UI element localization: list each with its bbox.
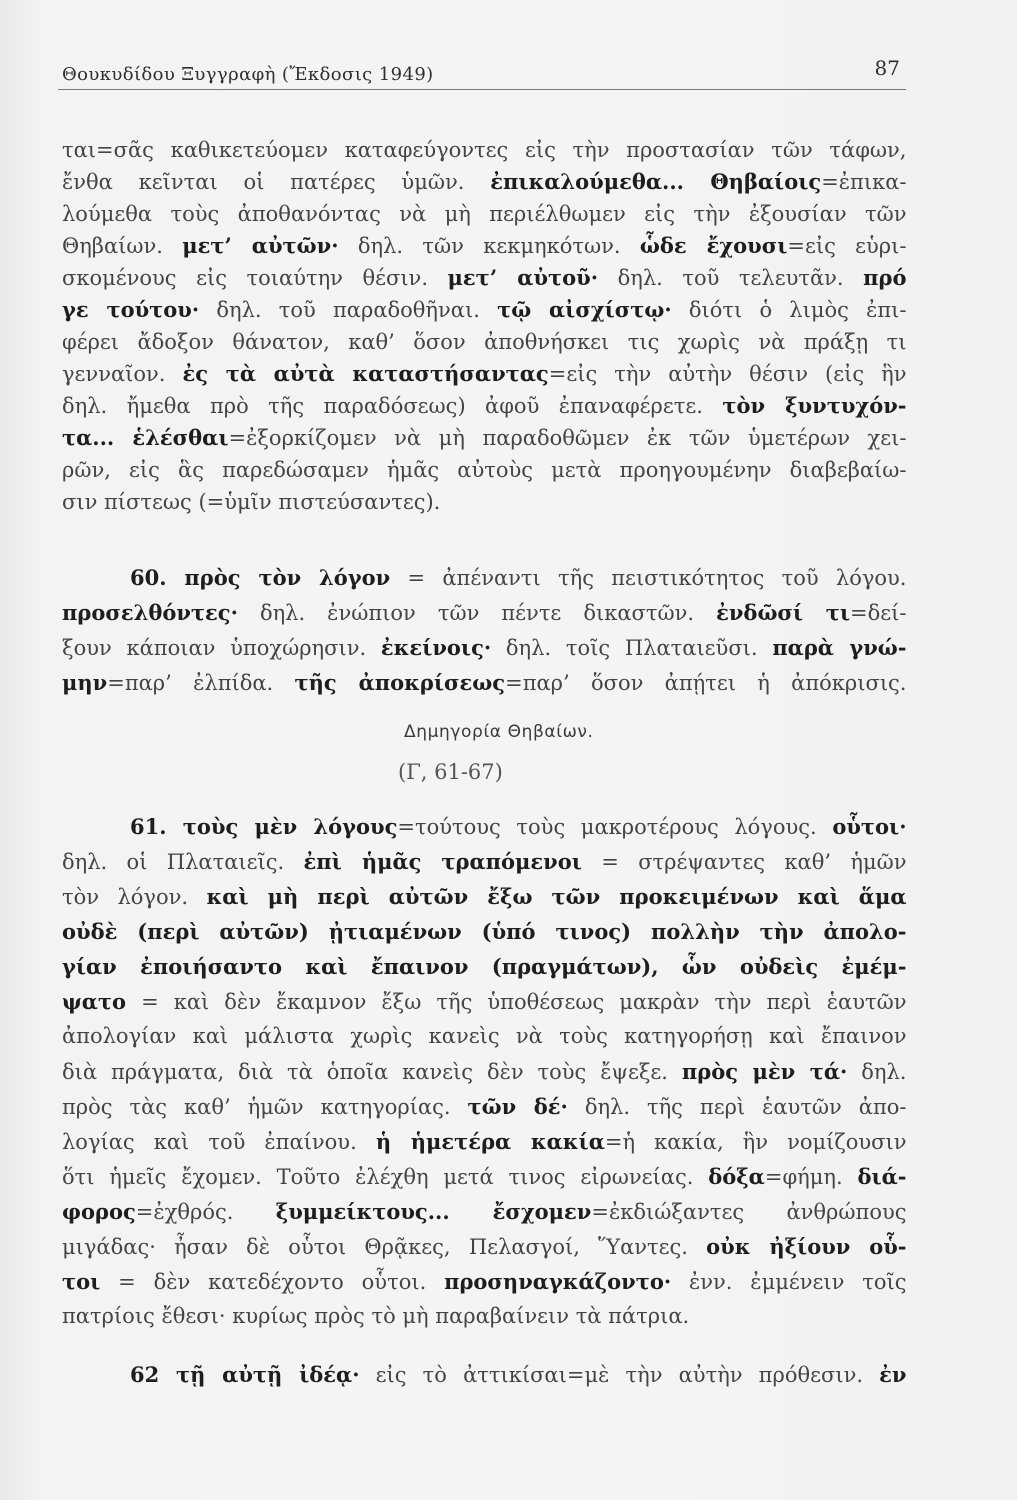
lemma-term: 60. πρὸς τὸν λόγον xyxy=(130,565,391,590)
gloss-text: δηλ. ἐνώπιον τῶν πέντε δικαστῶν. xyxy=(237,601,717,625)
gloss-text: = καὶ δὲν ἔκαμνον ἔξω τῆς ὑποθέσεως μακρὰν τὴν περὶ ἑαυτῶν xyxy=(126,990,907,1014)
gloss-text: ἀπολογίαν καὶ μάλιστα χωρὶς κανεὶς νὰ τοὺς κατηγορήσῃ καὶ ἔπαινον xyxy=(62,1024,907,1048)
lemma-term: οὐδὲ (περὶ αὐτῶν) ᾐτιαμένων (ὑπό τινος) πολλὴν τὴν ἀπολο- xyxy=(62,919,907,944)
lemma-term: ἐς τὰ αὐτὰ καταστήσαντας xyxy=(182,361,549,386)
lemma-term: ψατο xyxy=(62,989,127,1014)
lemma-term: παρὰ γνώ- xyxy=(772,635,907,660)
lemma-term: τῷ αἰσχίστῳ· xyxy=(497,297,672,322)
text-line xyxy=(62,1054,907,1089)
gloss-text: δηλ. τῶν κεκμηκότων. xyxy=(338,234,640,258)
page-number: 87 xyxy=(874,56,900,80)
text-line-content xyxy=(62,454,907,486)
gloss-text: =ἐξορκίζομεν νὰ μὴ παραδοθῶμεν ἐκ τῶν ὑμετέρων χει- xyxy=(228,426,907,450)
gloss-text: =ἐχθρός. xyxy=(135,1200,276,1224)
gloss-text: =τούτους τοὺς μακροτέρους λόγους. xyxy=(397,815,833,839)
text-line-content xyxy=(62,198,907,230)
gloss-text: σιν πίστεως (=ὑμῖν πιστεύσαντες). xyxy=(62,490,441,514)
gloss-text: διότι ὁ λιμὸς ἐπι- xyxy=(671,298,907,322)
text-line xyxy=(62,1357,907,1392)
lemma-term: οὗτοι· xyxy=(832,814,907,839)
gloss-text: =εἰς τὴν αὐτὴν θέσιν (εἰς ἣν xyxy=(548,362,907,386)
lemma-term: ἐνδῶσί τι xyxy=(716,600,851,625)
text-line xyxy=(62,560,907,595)
text-line-content xyxy=(62,914,907,950)
gloss-text: δηλ. τοῖς Πλαταιεῦσι. xyxy=(491,636,773,660)
commentary-paragraph-continued xyxy=(62,134,907,518)
gloss-text: δηλ. τῆς περὶ ἑαυτῶν ἀπο- xyxy=(567,1095,907,1119)
text-line-content xyxy=(62,844,907,880)
gloss-text: ρῶν, εἰς ἃς παρεδώσαμεν ἡμᾶς αὐτοὺς μετὰ προηγουμένην διαβεβαίω- xyxy=(62,458,907,482)
text-line xyxy=(62,326,907,358)
lemma-term: ἐπικαλούμεθα... Θηβαίοις xyxy=(490,169,822,194)
gloss-text: εἰς τὸ ἀττικίσαι=μὲ τὴν αὐτὴν πρόθεσιν. xyxy=(359,1363,880,1387)
lemma-term: τῶν δέ· xyxy=(467,1094,568,1119)
text-line xyxy=(62,1159,907,1194)
text-line xyxy=(62,166,907,198)
gloss-text: δηλ. xyxy=(847,1060,907,1084)
lemma-term: 61. τοὺς μὲν λόγους xyxy=(130,814,398,839)
text-line xyxy=(62,809,907,844)
text-line-content xyxy=(62,294,907,326)
lemma-term: μην xyxy=(62,670,108,695)
text-line xyxy=(62,914,907,949)
commentary-paragraph-62 xyxy=(62,1357,907,1392)
gloss-text: φέρει ἄδοξον θάνατον, καθ’ ὅσον ἀποθνήσκει τις χωρὶς νὰ πράξῃ τι xyxy=(62,330,907,354)
lemma-term: μετ’ αὐτοῦ· xyxy=(447,265,599,290)
lemma-term: μετ’ αὐτῶν· xyxy=(182,233,339,258)
text-line-content xyxy=(130,560,907,596)
section-heading: Δημηγορία Θηβαίων. xyxy=(404,722,594,742)
lemma-term: γε τούτου· xyxy=(62,297,200,322)
lemma-term: τὸν ξυντυχόν- xyxy=(722,393,907,418)
text-line-content xyxy=(62,1299,689,1334)
gloss-text: = ἀπέναντι τῆς πειστικότητος τοῦ λόγου. xyxy=(390,566,907,590)
gloss-text: ἔνθα κεῖνται οἱ πατέρες ὑμῶν. xyxy=(62,170,491,194)
text-line-content xyxy=(62,486,440,518)
gloss-text: = στρέψαντες καθ’ ἡμῶν xyxy=(581,850,907,874)
text-line xyxy=(62,844,907,879)
text-line-content xyxy=(62,949,907,985)
text-line xyxy=(62,358,907,390)
gloss-text: γενναῖον. xyxy=(62,362,183,386)
text-line xyxy=(62,422,907,454)
text-line xyxy=(62,1089,907,1124)
gloss-text: λογίας καὶ τοῦ ἐπαίνου. xyxy=(62,1130,376,1154)
gloss-text: =παρ’ ὅσον ἀπῄτει ἡ ἀπόκρισις. xyxy=(505,671,907,695)
gloss-text: δηλ. τοῦ παραδοθῆναι. xyxy=(199,298,498,322)
text-line xyxy=(62,1194,907,1229)
text-line xyxy=(62,630,907,665)
lemma-term: δόξα xyxy=(708,1164,765,1189)
lemma-term: ἐπὶ ἡμᾶς τραπόμενοι xyxy=(303,849,582,874)
text-line xyxy=(62,949,907,984)
lemma-term: προσηναγκάζοντο· xyxy=(444,1269,672,1294)
gloss-text: =ἐπικα- xyxy=(821,170,907,194)
gloss-text: ἐνν. ἐμμένειν τοῖς xyxy=(671,1270,907,1294)
lemma-term: ἐν xyxy=(879,1362,907,1387)
gloss-text: = δὲν κατεδέχοντο οὗτοι. xyxy=(100,1270,445,1294)
gloss-text: =δεί- xyxy=(850,601,907,625)
text-line xyxy=(62,390,907,422)
gloss-text: ὅτι ἡμεῖς ἔχομεν. Τοῦτο ἐλέχθη μετά τινος εἰρωνείας. xyxy=(62,1165,709,1189)
text-line-content xyxy=(62,1229,907,1265)
text-line-content xyxy=(62,326,907,358)
gloss-text: πρὸς τὰς καθ’ ἡμῶν κατηγορίας. xyxy=(62,1095,468,1119)
gloss-text: =ἐκδιώξαντες ἀνθρώπους xyxy=(591,1200,907,1224)
text-line-content xyxy=(62,665,907,701)
lemma-term: προσελθόντες· xyxy=(62,600,238,625)
text-line-content xyxy=(130,1357,907,1393)
text-line-content xyxy=(62,879,907,915)
lemma-term: οὐκ ἠξίουν οὗ- xyxy=(706,1234,907,1259)
gloss-text: =παρ’ ἐλπίδα. xyxy=(107,671,295,695)
text-line xyxy=(62,454,907,486)
text-line-content xyxy=(62,595,907,631)
text-line-content xyxy=(62,1054,907,1090)
text-line xyxy=(62,198,907,230)
text-line-content xyxy=(62,230,907,262)
text-line xyxy=(62,1124,907,1159)
gloss-text: =ἡ κακία, ἣν νομίζουσιν xyxy=(604,1130,907,1154)
gloss-text: δηλ. οἱ Πλαταιεῖς. xyxy=(62,850,304,874)
text-line xyxy=(62,1264,907,1299)
text-line-content xyxy=(62,262,907,294)
lemma-term: φορος xyxy=(62,1199,136,1224)
text-line-content xyxy=(62,1194,907,1230)
text-line-content xyxy=(62,358,907,390)
running-title: Θουκυδίδου Ξυγγραφὴ (Ἔκδοσις 1949) xyxy=(62,64,434,85)
lemma-term: τοι xyxy=(62,1269,101,1294)
text-line xyxy=(62,984,907,1019)
gloss-text: πατρίοις ἔθεσι· κυρίως πρὸς τὸ μὴ παραβαίνειν τὰ πάτρια. xyxy=(62,1304,690,1328)
text-line-content xyxy=(62,1124,907,1160)
text-line xyxy=(62,294,907,326)
text-line xyxy=(62,1019,907,1054)
lemma-term: πρό xyxy=(863,265,907,290)
gloss-text: =φήμη. xyxy=(764,1165,858,1189)
text-line-content xyxy=(62,422,906,454)
commentary-paragraph-60 xyxy=(62,560,907,700)
text-line-content xyxy=(62,1264,907,1300)
text-line-content xyxy=(62,134,907,166)
text-line-content xyxy=(62,630,907,666)
text-line-content xyxy=(62,390,907,422)
lemma-term: τα... ἑλέσθαι xyxy=(62,425,229,450)
header-rule xyxy=(58,89,906,90)
gloss-text: =εἰς εὑρι- xyxy=(787,234,907,258)
text-line xyxy=(62,879,907,914)
text-line xyxy=(62,230,907,262)
gloss-text: τὸν λόγον. xyxy=(62,885,207,909)
gloss-text: ξουν κάποιαν ὑποχώρησιν. xyxy=(62,636,381,660)
gloss-text: σκομένους εἰς τοιαύτην θέσιν. xyxy=(62,266,448,290)
lemma-term: ὧδε ἔχουσι xyxy=(639,233,788,258)
lemma-term: καὶ μὴ περὶ αὐτῶν ἔξω τῶν προκειμένων καὶ ἅμα xyxy=(206,884,907,909)
gloss-text: διὰ πράγματα, διὰ τὰ ὁποῖα κανεὶς δὲν τοὺς ἔψεξε. xyxy=(62,1060,682,1084)
text-line xyxy=(62,595,907,630)
lemma-term: ἡ ἡμετέρα κακία xyxy=(375,1129,605,1154)
section-reference: (Γ, 61-67) xyxy=(398,760,503,784)
lemma-term: γίαν ἐποιήσαντο καὶ ἔπαινον (πραγμάτων), ὧν οὐδεὶς ἐμέμ- xyxy=(62,954,907,979)
lemma-term: πρὸς μὲν τά· xyxy=(681,1059,848,1084)
gloss-text: ται=σᾶς καθικετεύομεν καταφεύγοντες εἰς τὴν προστασίαν τῶν τάφων, xyxy=(62,138,907,162)
text-line xyxy=(62,262,907,294)
text-line-content xyxy=(62,1019,907,1054)
running-head xyxy=(60,56,906,88)
text-line xyxy=(62,1229,907,1264)
text-line-content xyxy=(62,984,907,1020)
text-line xyxy=(62,134,907,166)
gloss-text: δηλ. τοῦ τελευτᾶν. xyxy=(598,266,864,290)
gloss-text: μιγάδας· ἦσαν δὲ οὗτοι Θρᾷκες, Πελασγοί, Ὕαντες. xyxy=(62,1235,707,1259)
text-line-content xyxy=(130,809,907,845)
gloss-text: δηλ. ἤμεθα πρὸ τῆς παραδόσεως) ἀφοῦ ἐπαναφέρετε. xyxy=(62,394,723,418)
text-line xyxy=(62,486,907,518)
gloss-text: Θηβαίων. xyxy=(62,234,183,258)
commentary-paragraph-61 xyxy=(62,809,907,1334)
lemma-term: διά- xyxy=(857,1164,907,1189)
lemma-term: ἐκείνοις· xyxy=(380,635,492,660)
text-line-content xyxy=(62,166,907,198)
text-line xyxy=(62,665,907,700)
lemma-term: 62 τῇ αὐτῇ ἰδέᾳ· xyxy=(130,1362,360,1387)
lemma-term: τῆς ἀποκρίσεως xyxy=(294,670,506,695)
gloss-text: λούμεθα τοὺς ἀποθανόντας νὰ μὴ περιέλθωμεν εἰς τὴν ἐξουσίαν τῶν xyxy=(62,202,907,226)
text-line xyxy=(62,1299,907,1334)
lemma-term: ξυμμείκτους... ἔσχομεν xyxy=(275,1199,592,1224)
text-line-content xyxy=(62,1159,907,1195)
text-line-content xyxy=(62,1089,907,1125)
